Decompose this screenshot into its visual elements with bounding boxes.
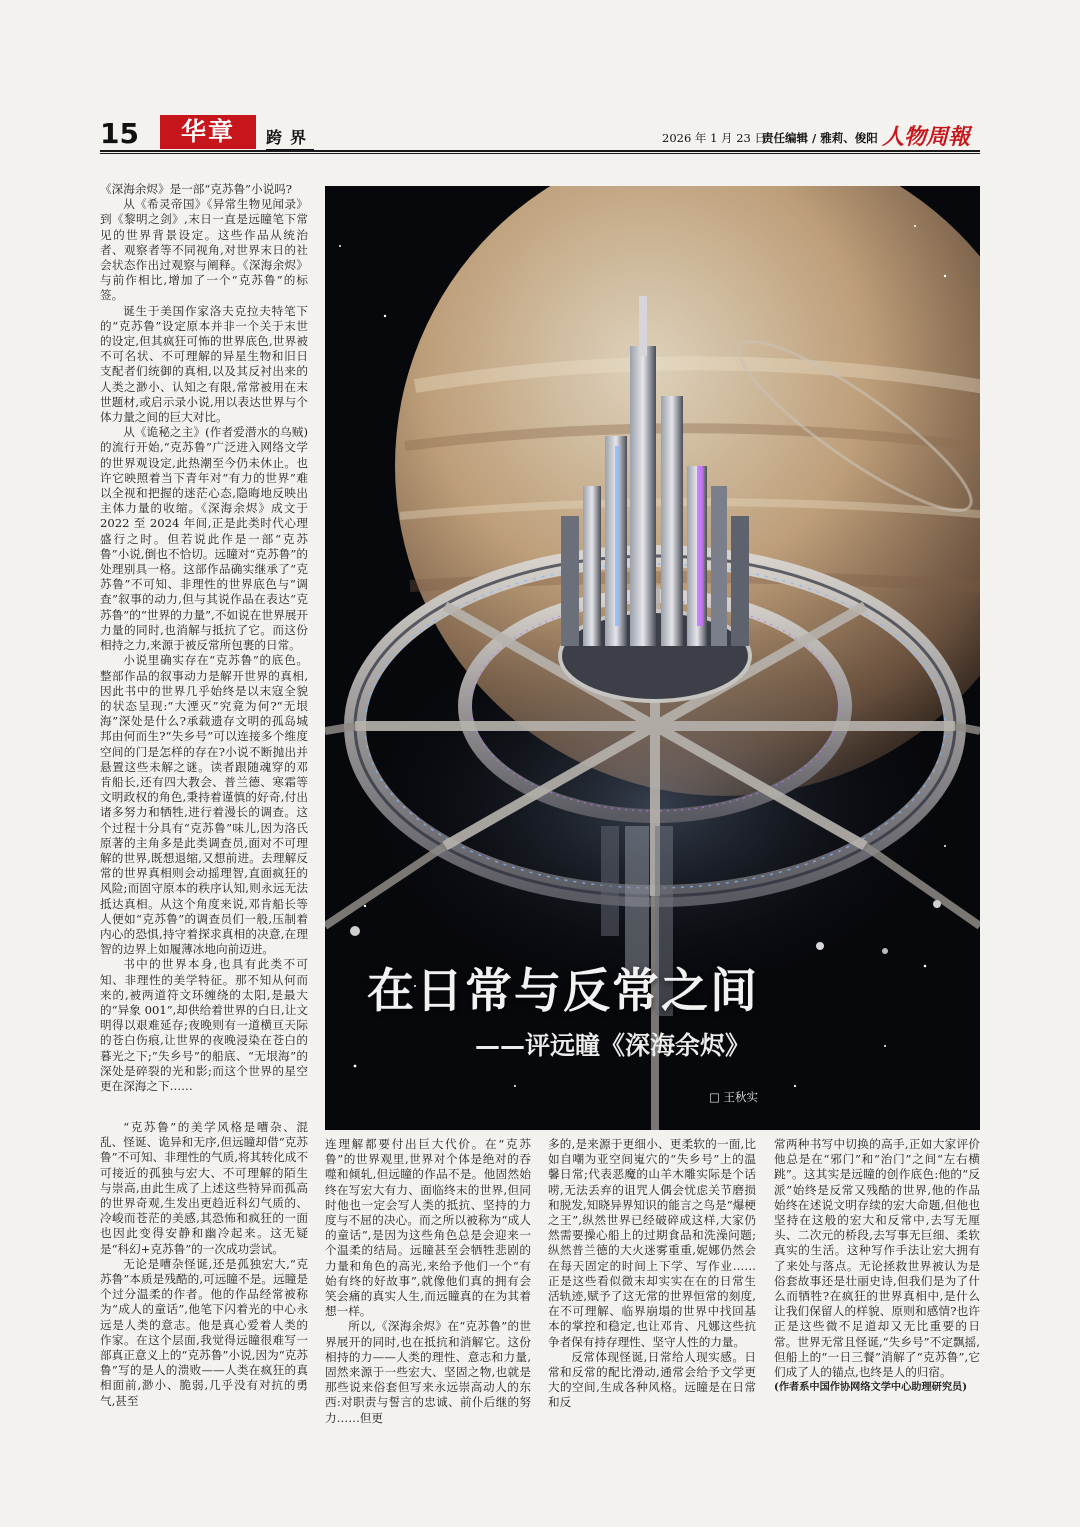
paragraph: 《深海余烬》是一部“克苏鲁”小说吗? xyxy=(100,182,292,196)
paragraph: 小说里确实存在“克苏鲁”的底色。整部作品的叙事动力是解开世界的真相,因此书中的世界几乎始终是以末寇全貌的状态呈现:“大湮灭”究竟为何?“无垠海”深处是什么?承载遗存文明的孤岛城邦由何而生?“失乡号”可以连接多个维度空间的门是怎样的存在?小说不断抛出并悬置这些未解之谜。读者跟随魂穿的邓肯船长,还有四大教会、普兰德、寒霜等文明政权的角色,秉持着谨慎的好奇,付出诸多努力和牺牲,进行着漫长的调查。这个过程十分具有“克苏鲁”味儿,因为洛氏原著的主角多是此类调查员,面对不可理解的世界,既想退缩,又想前进。去理解反常的世界真相则会动摇理智,直面疯狂的风险;而固守原本的秩序认知,则永远无法抵达真相。从这个角度来说,邓肯船长等人便如“克苏鲁”的调查员们一般,压制着内心的恐惧,持守着探求真相的决意,在理智的边界上如履薄冰地向前迈进。 xyxy=(100,653,308,957)
body-column-3 xyxy=(548,1137,756,1432)
editor-credit: 责任编辑 / 雅莉、俊阳 xyxy=(762,131,878,145)
paragraph: 从《诡秘之主》(作者爱潜水的乌贼)的流行开始,“克苏鲁”广泛进入网络文学的世界观设定,此热潮至今仍未休止。也许它映照着当下青年对“有力的世界”难以全视和把握的迷茫心态,隐晦地反映出主体力量的收缩。《深海余烬》成文于 2022 至 2024 年间,正是此类时代心理盛行之时。但若说此作是一部“克苏鲁”小说,倒也不恰切。远瞳对“克苏鲁”的处理别具一格。这部作品确实继承了“克苏鲁”不可知、非理性的世界底色与“调查”叙事的动力,但与其说作品在表达“克苏鲁”的“世界的力量”,不如说在世界展开力量的同时,也消解与抵抗了它。而这份相持之力,来源于被反常所包裹的日常。 xyxy=(100,425,308,653)
body-column-2 xyxy=(325,1137,531,1432)
paragraph: 无论是嘈杂怪诞,还是孤独宏大,“克苏鲁”本质是残酷的,可远瞳不是。远瞳是个过分温柔的作者。他的作品经常被称为“成人的童话”,他笔下闪着光的中心永远是人类的意志。他是真心爱着人类的作家。在这个层面,我觉得远瞳很难写一部真正意义上的“克苏鲁”小说,因为“克苏鲁”写的是人的溃败——人类在疯狂的真相面前,渺小、脆弱,几乎没有对抗的勇气,甚至 xyxy=(100,1256,308,1408)
header-rule xyxy=(100,150,980,152)
paragraph: 所以,《深海余烬》在“克苏鲁”的世界展开的同时,也在抵抗和消解它。这份相持的力——人类的理性、意志和力量,固然来源于一些宏大、坚固之物,也就是那些说来俗套但写来永远崇高动人的东西:对职责与誓言的忠诚、前仆后继的努力……但更 xyxy=(325,1319,531,1425)
column-tag: 华章 xyxy=(160,115,256,149)
author-note: (作者系中国作协网络文学中心助理研究员) xyxy=(774,1381,968,1394)
hero-illustration xyxy=(325,186,980,1130)
paragraph: 反常体现怪诞,日常给人现实感。日常和反常的配比滑动,通常会给予文学更大的空间,生成各种风格。远瞳是在日常和反 xyxy=(548,1349,756,1410)
newspaper-logo: 人物周報 xyxy=(882,124,971,150)
paragraph: 多的,是来源于更细小、更柔软的一面,比如自嘲为亚空间嵬穴的“失乡号”上的温馨日常;代表恶魔的山羊木雕实际是个话唠,无法丢弃的诅咒人偶会忧虑关节磨损和脱发,知晓异界知识的能言之鸟是“爆梗之王”,纵然世界已经破碎成这样,大家仍然需要操心船上的过期食品和洗澡问题;纵然普兰德的大火迷雾重重,妮娜仍然会在每天固定的时间上下学、写作业……正是这些看似微末却实实在在的日常生活轨迹,赋予了这无常的世界恒常的刻度,在不可理解、临界崩塌的世界中找回基本的掌控和稳定,也让邓肯、凡娜这些抗争者保有持存理性、坚守人性的力量。 xyxy=(548,1137,756,1349)
section-name: 跨界 xyxy=(266,125,314,151)
paragraph: “克苏鲁”的美学风格是嘈杂、混乱、怪诞、诡异和无序,但远瞳却借“克苏鲁”不可知、非理性的气质,将其转化成不可接近的孤独与宏大、不可理解的陌生与崇高,由此生成了上述这些特异而孤高的世界奇观,生发出更趋近科幻气质的、冷峻而苍茫的美感,其恐怖和疯狂的一面也因此变得安静和幽冷起来。这无疑是“科幻+克苏鲁”的一次成功尝试。 xyxy=(100,1120,308,1256)
page-number: 15 xyxy=(100,117,139,150)
paragraph: 书中的世界本身,也具有此类不可知、非理性的美学特征。那不知从何而来的,被两道符文环缠绕的太阳,是最大的“异象 001”,却供给着世界的白日,让文明得以艰难延存;夜晚则有一道横亘天际的苍白伤痕,让世界的夜晚浸染在苍白的暮光之下;“失乡号”的船底、“无垠海”的深处是碎裂的光和影;而这个世界的星空更在深海之下…… xyxy=(100,957,308,1093)
paragraph: 常两种书写中切换的高手,正如大家评价他总是在“邪门”和“治门”之间“左右横跳”。这其实是远瞳的创作底色:他的“反派”始终是反常又残酷的世界,他的作品始终在述说文明存续的宏大命题,但他也坚持在这般的宏大和反常中,去写无厘头、二次元的桥段,去写事无巨细、柔软真实的生活。这种写作手法让宏大拥有了来处与落点。无论拯救世界被认为是俗套故事还是壮丽史诗,但我们是为了什么而牺牲?在疯狂的世界真相中,是什么让我们保留人的样貌、原则和感情?也许正是这些微不足道却又无比重要的日常。世界无常且怪诞,“失乡号”不定飘摇,但船上的“一日三餐”消解了“克苏鲁”,它们成了人的锚点,也终是人的归宿。 xyxy=(774,1137,980,1380)
paragraph: 从《希灵帝国》《异常生物见闻录》到《黎明之剑》,末日一直是远瞳笔下常见的世界背景设定。这些作品从统治者、观察者等不同视角,对世界末日的社会状态作出过观察与阐释。《深海余烬》与前作相比,增加了一个“克苏鲁”的标签。 xyxy=(100,197,308,303)
body-column-1 xyxy=(100,182,308,1117)
body-column-4 xyxy=(774,1137,980,1432)
paragraph: 连理解都要付出巨大代价。在“克苏鲁”的世界观里,世界对个体是绝对的吞噬和倾轧,但远瞳的作品不是。他固然始终在写宏大有力、面临终末的世界,但同时他也一定会写人类的抵抗、坚持的力度与不屈的决心。而之所以被称为“成人的童话”,是因为这些角色总是会迎来一个温柔的结局。远瞳甚至会牺牲悲剧的力量和角色的高光,来给予他们一个“有始有终的好故事”,就像他们真的拥有会笑会痛的真实人生,而远瞳真的在为其着想一样。 xyxy=(325,1137,531,1319)
page-header xyxy=(100,115,980,153)
paragraph: 诞生于美国作家洛夫克拉夫特笔下的“克苏鲁”设定原本并非一个关于末世的设定,但其疯狂可怖的世界底色,世界被不可名状、不可理解的异星生物和旧日支配者们统御的真相,以及其反衬出来的人类之渺小、认知之有限,常常被用在末世题材,或启示录小说,用以表达世界与个体力量之间的巨大对比。 xyxy=(100,303,308,425)
issue-date: 2026 年 1 月 23 日 xyxy=(662,131,766,145)
body-column-1-lower xyxy=(100,1120,308,1420)
article-title: 在日常与反常之间 xyxy=(367,964,759,1019)
header-rule-thin xyxy=(100,153,980,154)
article-subtitle: ——评远瞳《深海余烬》 xyxy=(475,1031,751,1060)
article-author: □ 王秋实 xyxy=(709,1090,759,1104)
